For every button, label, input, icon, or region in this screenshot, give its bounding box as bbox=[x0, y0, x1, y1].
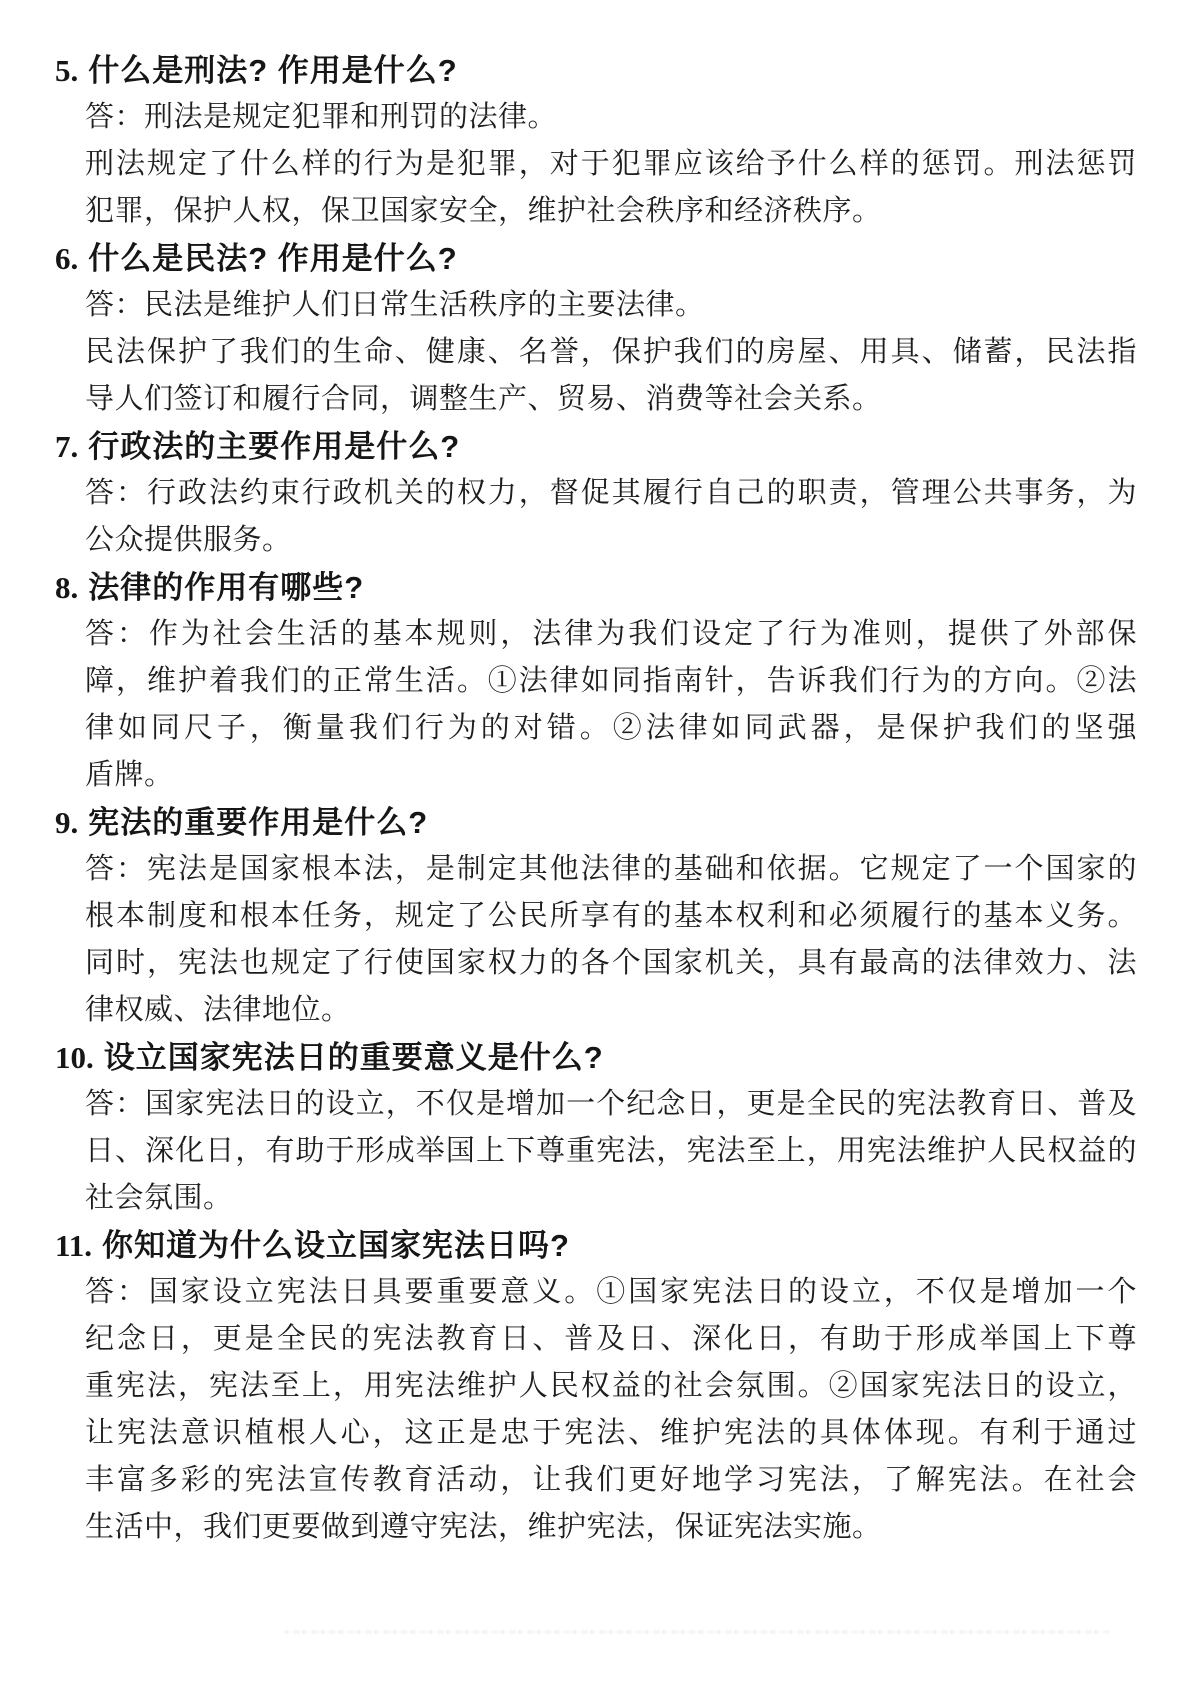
answer-line: 障，维护着我们的正常生活。①法律如同指南针，告诉我们行为的方向。②法 bbox=[85, 665, 1137, 697]
answer-line: 根本制度和根本任务，规定了公民所享有的基本权利和必须履行的基本义务。 bbox=[85, 900, 1137, 932]
question-number: 8. bbox=[55, 570, 79, 605]
qa-item bbox=[55, 1222, 1137, 1551]
answer-line: 丰富多彩的宪法宣传教育活动，让我们更好地学习宪法，了解宪法。在社会 bbox=[85, 1464, 1137, 1496]
answer bbox=[85, 282, 1137, 423]
answer-line: 答：国家宪法日的设立，不仅是增加一个纪念日，更是全民的宪法教育日、普及 bbox=[85, 1088, 1137, 1120]
answer-line: 公众提供服务。 bbox=[85, 524, 292, 556]
answer-line: 犯罪，保护人权，保卫国家安全，维护社会秩序和经济秩序。 bbox=[85, 195, 882, 227]
answer-line: 同时，宪法也规定了行使国家权力的各个国家机关，具有最高的法律效力、法 bbox=[85, 947, 1137, 979]
answer-line: 律权威、法律地位。 bbox=[85, 994, 351, 1026]
answer-line: 纪念日，更是全民的宪法教育日、普及日、深化日，有助于形成举国上下尊 bbox=[85, 1323, 1137, 1355]
answer-line: 让宪法意识植根人心，这正是忠于宪法、维护宪法的具体体现。有利于通过 bbox=[85, 1417, 1137, 1449]
question-text: 什么是刑法? 作用是什么? bbox=[88, 53, 458, 88]
answer-line: 重宪法，宪法至上，用宪法维护人民权益的社会氛围。②国家宪法日的设立， bbox=[85, 1370, 1137, 1402]
answer-line: 答：国家设立宪法日具要重要意义。①国家宪法日的设立，不仅是增加一个 bbox=[85, 1276, 1137, 1308]
answer-line: 答：行政法约束行政机关的权力，督促其履行自己的职责，管理公共事务，为 bbox=[85, 477, 1137, 509]
answer-line: 答：刑法是规定犯罪和刑罚的法律。 bbox=[85, 101, 558, 133]
question-number: 6. bbox=[55, 241, 79, 276]
answer-line: 盾牌。 bbox=[85, 759, 174, 791]
answer-line: 生活中，我们更要做到遵守宪法，维护宪法，保证宪法实施。 bbox=[85, 1511, 882, 1543]
answer bbox=[85, 611, 1137, 799]
answer-line: 答：民法是维护人们日常生活秩序的主要法律。 bbox=[85, 289, 705, 321]
question-number: 7. bbox=[55, 429, 79, 464]
question-number: 9. bbox=[55, 805, 79, 840]
qa-item bbox=[55, 47, 1137, 235]
answer-line: 律如同尺子，衡量我们行为的对错。②法律如同武器，是保护我们的坚强 bbox=[85, 712, 1137, 744]
question-heading bbox=[55, 47, 1137, 94]
answer-line: 刑法规定了什么样的行为是犯罪，对于犯罪应该给予什么样的惩罚。刑法惩罚 bbox=[85, 148, 1137, 180]
question-text: 行政法的主要作用是什么? bbox=[88, 429, 461, 464]
answer-line: 导人们签订和履行合同，调整生产、贸易、消费等社会关系。 bbox=[85, 383, 882, 415]
qa-item bbox=[55, 423, 1137, 564]
question-heading bbox=[55, 423, 1137, 470]
question-heading bbox=[55, 235, 1137, 282]
question-text: 什么是民法? 作用是什么? bbox=[88, 241, 458, 276]
question-text: 宪法的重要作用是什么? bbox=[88, 805, 429, 840]
answer bbox=[85, 94, 1137, 235]
question-number: 11. bbox=[55, 1228, 93, 1263]
qa-item bbox=[55, 235, 1137, 423]
answer-line: 社会氛围。 bbox=[85, 1182, 233, 1214]
scan-artifact bbox=[285, 1630, 1110, 1634]
question-heading bbox=[55, 1222, 1137, 1269]
answer-line: 答：作为社会生活的基本规则，法律为我们设定了行为准则，提供了外部保 bbox=[85, 618, 1137, 650]
answer-line: 民法保护了我们的生命、健康、名誉，保护我们的房屋、用具、储蓄，民法指 bbox=[85, 336, 1137, 368]
qa-item bbox=[55, 564, 1137, 799]
question-heading bbox=[55, 564, 1137, 611]
qa-list bbox=[55, 47, 1137, 1551]
answer bbox=[85, 1081, 1137, 1222]
qa-item bbox=[55, 1034, 1137, 1222]
answer bbox=[85, 846, 1137, 1034]
question-number: 10. bbox=[55, 1040, 94, 1075]
qa-item bbox=[55, 799, 1137, 1034]
answer bbox=[85, 470, 1137, 564]
question-text: 设立国家宪法日的重要意义是什么? bbox=[103, 1040, 604, 1075]
question-text: 法律的作用有哪些? bbox=[88, 570, 365, 605]
answer-line: 日、深化日，有助于形成举国上下尊重宪法，宪法至上，用宪法维护人民权益的 bbox=[85, 1135, 1137, 1167]
question-heading bbox=[55, 1034, 1137, 1081]
question-text: 你知道为什么设立国家宪法日吗? bbox=[102, 1228, 570, 1263]
answer bbox=[85, 1269, 1137, 1551]
question-heading bbox=[55, 799, 1137, 846]
question-number: 5. bbox=[55, 53, 79, 88]
answer-line: 答：宪法是国家根本法，是制定其他法律的基础和依据。它规定了一个国家的 bbox=[85, 853, 1137, 885]
